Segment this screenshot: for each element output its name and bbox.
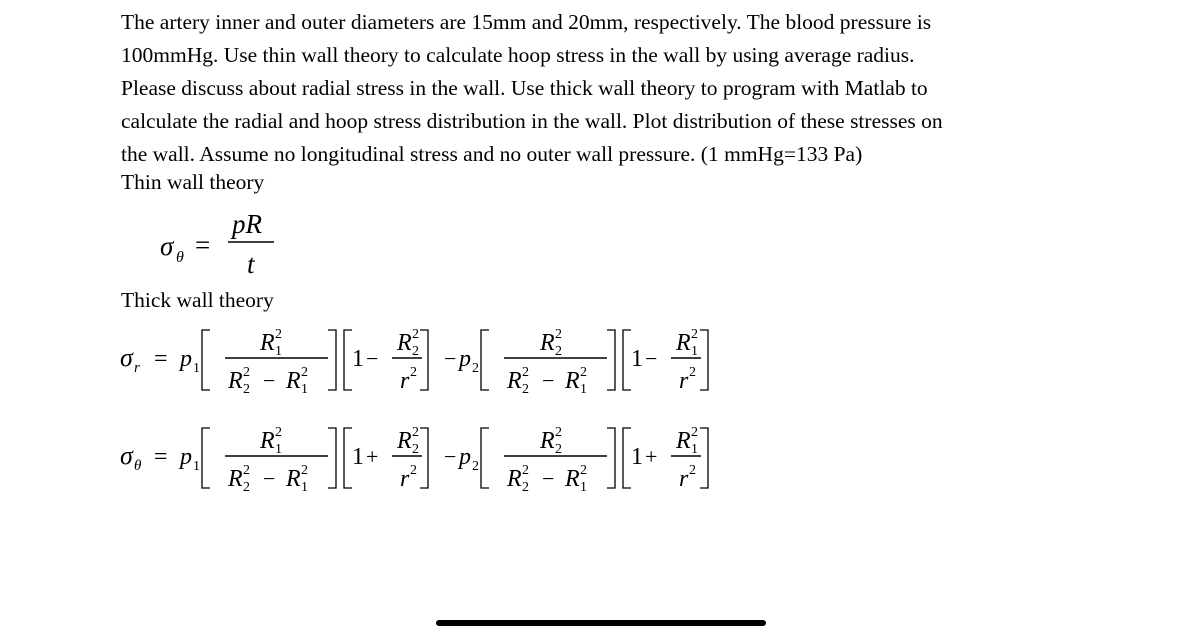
sigma-theta-equation-bracket-open-2 [344,428,352,488]
sigma-theta-equation-frac1-den-a-sub: 2 [243,480,250,495]
sigma-r-equation-frac3-den-b-R: R [565,368,580,394]
sigma-r-equation-bracket-open-3 [481,330,489,390]
sigma-r-equation-equals: = [154,346,168,372]
sigma-theta-equation-minus-p2: − [444,444,457,469]
sigma-theta-equation-frac1-den-b-R: R [286,466,301,492]
sigma-r-equation-frac3-num-sup: 2 [555,327,562,342]
sigma-r-equation-sub: r [134,360,140,376]
sigma-r-equation-one-1: 1 [352,346,364,372]
thick-wall-equations [110,318,730,518]
sigma-theta-equation-sub: θ [134,458,142,474]
sigma-theta-equation-frac1-den-b-sup: 2 [301,463,308,478]
sigma-r-equation-frac2-num-sub: 2 [412,344,419,359]
sigma-r-equation-frac1-minus: − [263,368,276,393]
sigma-theta-equation-frac2-num-sup: 2 [412,425,419,440]
thin-wall-label: Thin wall theory [121,170,265,194]
sigma-theta-equation-p2-sub: 2 [472,459,479,474]
sigma-theta-equation-frac3-den-a-sup: 2 [522,463,529,478]
sigma-r-equation-frac1-num-sub: 1 [275,344,282,359]
sigma-theta-equation-frac2-r: r [400,466,410,492]
sigma-theta-equation-sign-1: + [366,444,379,469]
sigma-theta-equation-frac1-num-R: R [260,428,275,454]
sigma-r-equation-bracket-open-1 [202,330,210,390]
sigma-theta-equation-bracket-close-4 [700,428,708,488]
sigma-r-equation-frac3-den-a-sub: 2 [522,382,529,397]
sigma-r-equation-p1: p [180,346,192,372]
sigma-r-equation-frac1-den-b-R: R [286,368,301,394]
sigma-theta-equation-sign-2: + [645,444,658,469]
sigma-theta-equation-frac3-num-sub: 2 [555,442,562,457]
sigma-theta-equation-equals: = [154,444,168,470]
sigma-theta-equation-frac3-minus: − [542,466,555,491]
sigma-theta-equation-frac4-num-sup: 2 [691,425,698,440]
sigma-theta-equation-frac2-r-sup: 2 [410,463,417,478]
sigma-r-equation-frac1-num-sup: 2 [275,327,282,342]
sigma-r-equation-frac1-den-a-sup: 2 [243,365,250,380]
sigma-r-equation-frac3-num-R: R [540,330,555,356]
sigma-r-equation-minus-p2: − [444,346,457,371]
sigma-theta-equation-frac4-num-sub: 1 [691,442,698,457]
sigma-r-equation-frac4-r: r [679,368,689,394]
problem-line-4: calculate the radial and hoop stress distribution in the wall. Plot distribution of these stresses on [121,109,943,133]
sigma-r-equation-frac2-r: r [400,368,410,394]
sigma-r-equation-p2: p [459,346,471,372]
sigma-theta-equation-bracket-close-1 [328,428,336,488]
sigma-r-equation-frac3-den-b-sup: 2 [580,365,587,380]
sigma-theta-equation-sigma: σ [120,441,133,470]
sigma-r-equation-p2-sub: 2 [472,361,479,376]
sigma-theta-equation-frac1-minus: − [263,466,276,491]
sigma-r-equation-sigma: σ [120,343,133,372]
sigma-r-equation-frac2-num-R: R [397,330,412,356]
sigma-theta-equation-frac4-r-sup: 2 [689,463,696,478]
sigma-r-equation-frac4-r-sup: 2 [689,365,696,380]
sigma-theta-equation-bracket-close-3 [607,428,615,488]
sigma-r-equation-sign-2: − [645,346,658,371]
sigma-r-equation-frac1-num-R: R [260,330,275,356]
sigma-r-equation-frac1-den-a-sub: 2 [243,382,250,397]
problem-line-1: The artery inner and outer diameters are 15mm and 20mm, respectively. The blood pressure is [121,10,932,34]
sigma-r-equation-bracket-close-4 [700,330,708,390]
sigma-theta-equation-frac1-num-sup: 2 [275,425,282,440]
problem-line-2: 100mmHg. Use thin wall theory to calculate hoop stress in the wall by using average radius. [121,43,915,67]
sigma-symbol: σ [160,231,174,261]
problem-statement [121,6,1121,171]
sigma-theta-equation-frac3-den-a-sub: 2 [522,480,529,495]
sigma-r-equation-frac3-den-b-sub: 1 [580,382,587,397]
sigma-r-equation-frac3-minus: − [542,368,555,393]
sigma-theta-equation-frac1-num-sub: 1 [275,442,282,457]
sigma-theta-equation-one-1: 1 [352,444,364,470]
sigma-r-equation-frac3-num-sub: 2 [555,344,562,359]
sigma-theta-equation-p1: p [180,444,192,470]
sigma-theta-equation-frac1-den-a-sup: 2 [243,463,250,478]
sigma-r-equation-one-2: 1 [631,346,643,372]
home-indicator [436,620,766,626]
sigma-theta-equation-bracket-open-3 [481,428,489,488]
sigma-theta-equation-frac3-den-a-R: R [507,466,522,492]
sigma-r-equation-frac3-den-a-R: R [507,368,522,394]
sigma-theta-equation-p2: p [459,444,471,470]
sigma-theta-equation-bracket-open-1 [202,428,210,488]
sigma-r-equation-bracket-close-1 [328,330,336,390]
sigma-theta-equation-frac1-den-a-R: R [228,466,243,492]
sigma-r-equation-bracket-open-4 [623,330,631,390]
sigma-r-equation-sign-1: − [366,346,379,371]
sigma-theta-equation-frac3-num-R: R [540,428,555,454]
sigma-r-equation-frac1-den-a-R: R [228,368,243,394]
thin-denominator: t [247,249,255,279]
sigma-r-equation-frac4-num-R: R [676,330,691,356]
sigma-r-equation-frac4-num-sub: 1 [691,344,698,359]
sigma-theta-equation-frac2-num-R: R [397,428,412,454]
thick-wall-label: Thick wall theory [121,288,274,312]
sigma-r-equation-frac1-den-b-sub: 1 [301,382,308,397]
sigma-r-equation-bracket-close-3 [607,330,615,390]
sigma-theta-equation-p1-sub: 1 [193,459,200,474]
sigma-r-equation-bracket-close-2 [420,330,428,390]
sigma-theta-equation-frac3-num-sup: 2 [555,425,562,440]
problem-line-3: Please discuss about radial stress in the wall. Use thick wall theory to program with Matlab to [121,76,928,100]
sigma-theta-equation-bracket-open-4 [623,428,631,488]
sigma-theta-equation-frac2-num-sub: 2 [412,442,419,457]
theta-subscript: θ [176,249,184,266]
thin-numerator: pR [232,209,262,239]
sigma-theta-equation-frac3-den-b-sup: 2 [580,463,587,478]
thin-wall-equation [150,205,300,280]
sigma-r-equation-frac2-r-sup: 2 [410,365,417,380]
sigma-r-equation-p1-sub: 1 [193,361,200,376]
sigma-r-equation-frac2-num-sup: 2 [412,327,419,342]
sigma-theta-equation-frac3-den-b-R: R [565,466,580,492]
sigma-r-equation-frac1-den-b-sup: 2 [301,365,308,380]
sigma-r-equation-bracket-open-2 [344,330,352,390]
sigma-theta-equation-one-2: 1 [631,444,643,470]
equals-sign: = [195,230,211,260]
sigma-theta-equation-bracket-close-2 [420,428,428,488]
sigma-theta-equation-frac4-num-R: R [676,428,691,454]
sigma-theta-equation-frac4-r: r [679,466,689,492]
sigma-theta-equation-frac3-den-b-sub: 1 [580,480,587,495]
problem-line-5: the wall. Assume no longitudinal stress and no outer wall pressure. (1 mmHg=133 Pa) [121,142,863,166]
sigma-r-equation-frac3-den-a-sup: 2 [522,365,529,380]
sigma-theta-equation-frac1-den-b-sub: 1 [301,480,308,495]
sigma-r-equation-frac4-num-sup: 2 [691,327,698,342]
